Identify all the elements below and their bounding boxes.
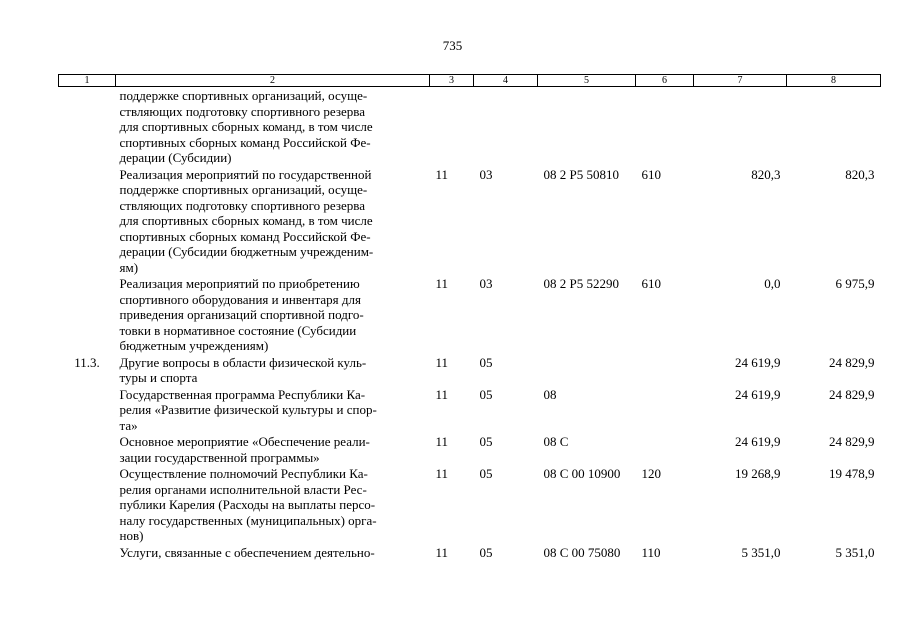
- expense-type-code: 120: [641, 466, 661, 481]
- amount-col7: 24 619,9: [735, 434, 781, 449]
- table-row: [59, 465, 881, 544]
- item-name: Другие вопросы в области физической куль- туры и спорта: [119, 354, 367, 385]
- budget-table: [58, 74, 881, 560]
- chapter-code: 11: [435, 276, 449, 291]
- amount-col8: 19 478,9: [829, 466, 875, 481]
- expense-type-code: [636, 354, 694, 386]
- target-article-code: 08 С 00 10900: [543, 466, 621, 481]
- amount-col7: 24 619,9: [735, 386, 781, 402]
- amount-col7: [694, 87, 787, 166]
- chapter-code: 11: [435, 434, 449, 449]
- expense-type-code: [636, 87, 694, 166]
- section-number: [59, 386, 116, 434]
- expense-type-code: [636, 386, 694, 434]
- target-article-code: 08 2 Р5 52290: [543, 276, 619, 291]
- amount-col8: 820,3: [845, 166, 875, 182]
- chapter-code: 11: [435, 544, 449, 560]
- amount-col7: 0,0: [764, 276, 781, 291]
- amount-col7: 24 619,9: [735, 354, 781, 370]
- column-header-5: 5: [538, 75, 636, 87]
- column-header-3: 3: [430, 75, 474, 87]
- section-number: [59, 87, 116, 166]
- table-body: [59, 87, 881, 561]
- chapter-code: [430, 87, 474, 166]
- column-header-6: 6: [636, 75, 694, 87]
- item-name: поддержке спортивных организаций, осуще- ствляющих подготовку спортивного резерва для спортивных сборных команд, в том числе спортивных сборных команд Российской Фе- дерации (Субсидии): [119, 88, 373, 165]
- item-name: Реализация мероприятий по приобретению спортивного оборудования и инвентаря для приведения организаций спортивной подго- товки в нормативное состояние (Субсидии бюджетным учреждениям): [119, 276, 364, 353]
- item-name: Услуги, связанные с обеспечением деятельно-: [119, 544, 375, 560]
- column-header-8: 8: [787, 75, 881, 87]
- amount-col7: 5 351,0: [741, 544, 781, 560]
- item-name: Основное мероприятие «Обеспечение реали- зации государственной программы»: [119, 434, 370, 465]
- section-number: [59, 433, 116, 465]
- section-number: [59, 465, 116, 544]
- column-header-2: 2: [116, 75, 430, 87]
- item-name: Осуществление полномочий Республики Ка- релия органами исполнительной власти Рес- публики Карелия (Расходы на выплаты персо- налу государственных (муниципальных) орга- нов): [119, 466, 377, 543]
- table-row: [59, 433, 881, 465]
- target-article-code: [538, 87, 636, 166]
- table-row: [59, 544, 881, 561]
- amount-col8: 24 829,9: [829, 354, 875, 370]
- table-row: [59, 386, 881, 434]
- table-row: [59, 354, 881, 386]
- subsection-code: 05: [479, 386, 493, 402]
- amount-col8: 24 829,9: [829, 434, 875, 449]
- expense-type-code: 610: [641, 276, 661, 291]
- subsection-code: 05: [479, 544, 493, 560]
- subsection-code: 05: [479, 354, 493, 370]
- target-article-code: [538, 354, 636, 386]
- target-article-code: 08: [543, 386, 557, 402]
- table-row: [59, 166, 881, 276]
- chapter-code: 11: [435, 166, 449, 182]
- chapter-code: 11: [435, 466, 449, 481]
- expense-type-code: [636, 433, 694, 465]
- column-header-4: 4: [474, 75, 538, 87]
- target-article-code: 08 2 Р5 50810: [543, 166, 619, 182]
- target-article-code: 08 С: [543, 434, 569, 449]
- expense-type-code: 610: [641, 166, 661, 182]
- amount-col7: 820,3: [751, 166, 781, 182]
- subsection-code: [474, 87, 538, 166]
- chapter-code: 11: [435, 354, 449, 370]
- expense-type-code: 110: [641, 544, 661, 560]
- subsection-code: 03: [479, 276, 493, 291]
- target-article-code: 08 С 00 75080: [543, 544, 621, 560]
- table-row: [59, 275, 881, 354]
- amount-col8: [787, 87, 881, 166]
- column-header-7: 7: [694, 75, 787, 87]
- chapter-code: 11: [435, 386, 449, 402]
- amount-col8: 6 975,9: [835, 276, 875, 291]
- amount-col8: 5 351,0: [835, 544, 875, 560]
- column-header-1: 1: [59, 75, 116, 87]
- page-number: 735: [442, 38, 463, 53]
- amount-col8: 24 829,9: [829, 386, 875, 402]
- subsection-code: 03: [479, 166, 493, 182]
- item-name: Реализация мероприятий по государственной поддержке спортивных организаций, осуще- ствляющих подготовку спортивного резерва для спортивных сборных команд, в том числе спортивных сборных команд Российской Фе- дерации (Субсидии бюджетным учрежденим- ям): [119, 166, 374, 275]
- section-number: [59, 166, 116, 276]
- amount-col7: 19 268,9: [735, 466, 781, 481]
- section-number: 11.3.: [74, 354, 100, 370]
- subsection-code: 05: [479, 466, 493, 481]
- table-header: [59, 75, 881, 87]
- section-number: [59, 544, 116, 561]
- item-name: Государственная программа Республики Ка- релия «Развитие физической культуры и спор- та»: [119, 386, 377, 433]
- table-row: [59, 87, 881, 166]
- subsection-code: 05: [479, 434, 493, 449]
- section-number: [59, 275, 116, 354]
